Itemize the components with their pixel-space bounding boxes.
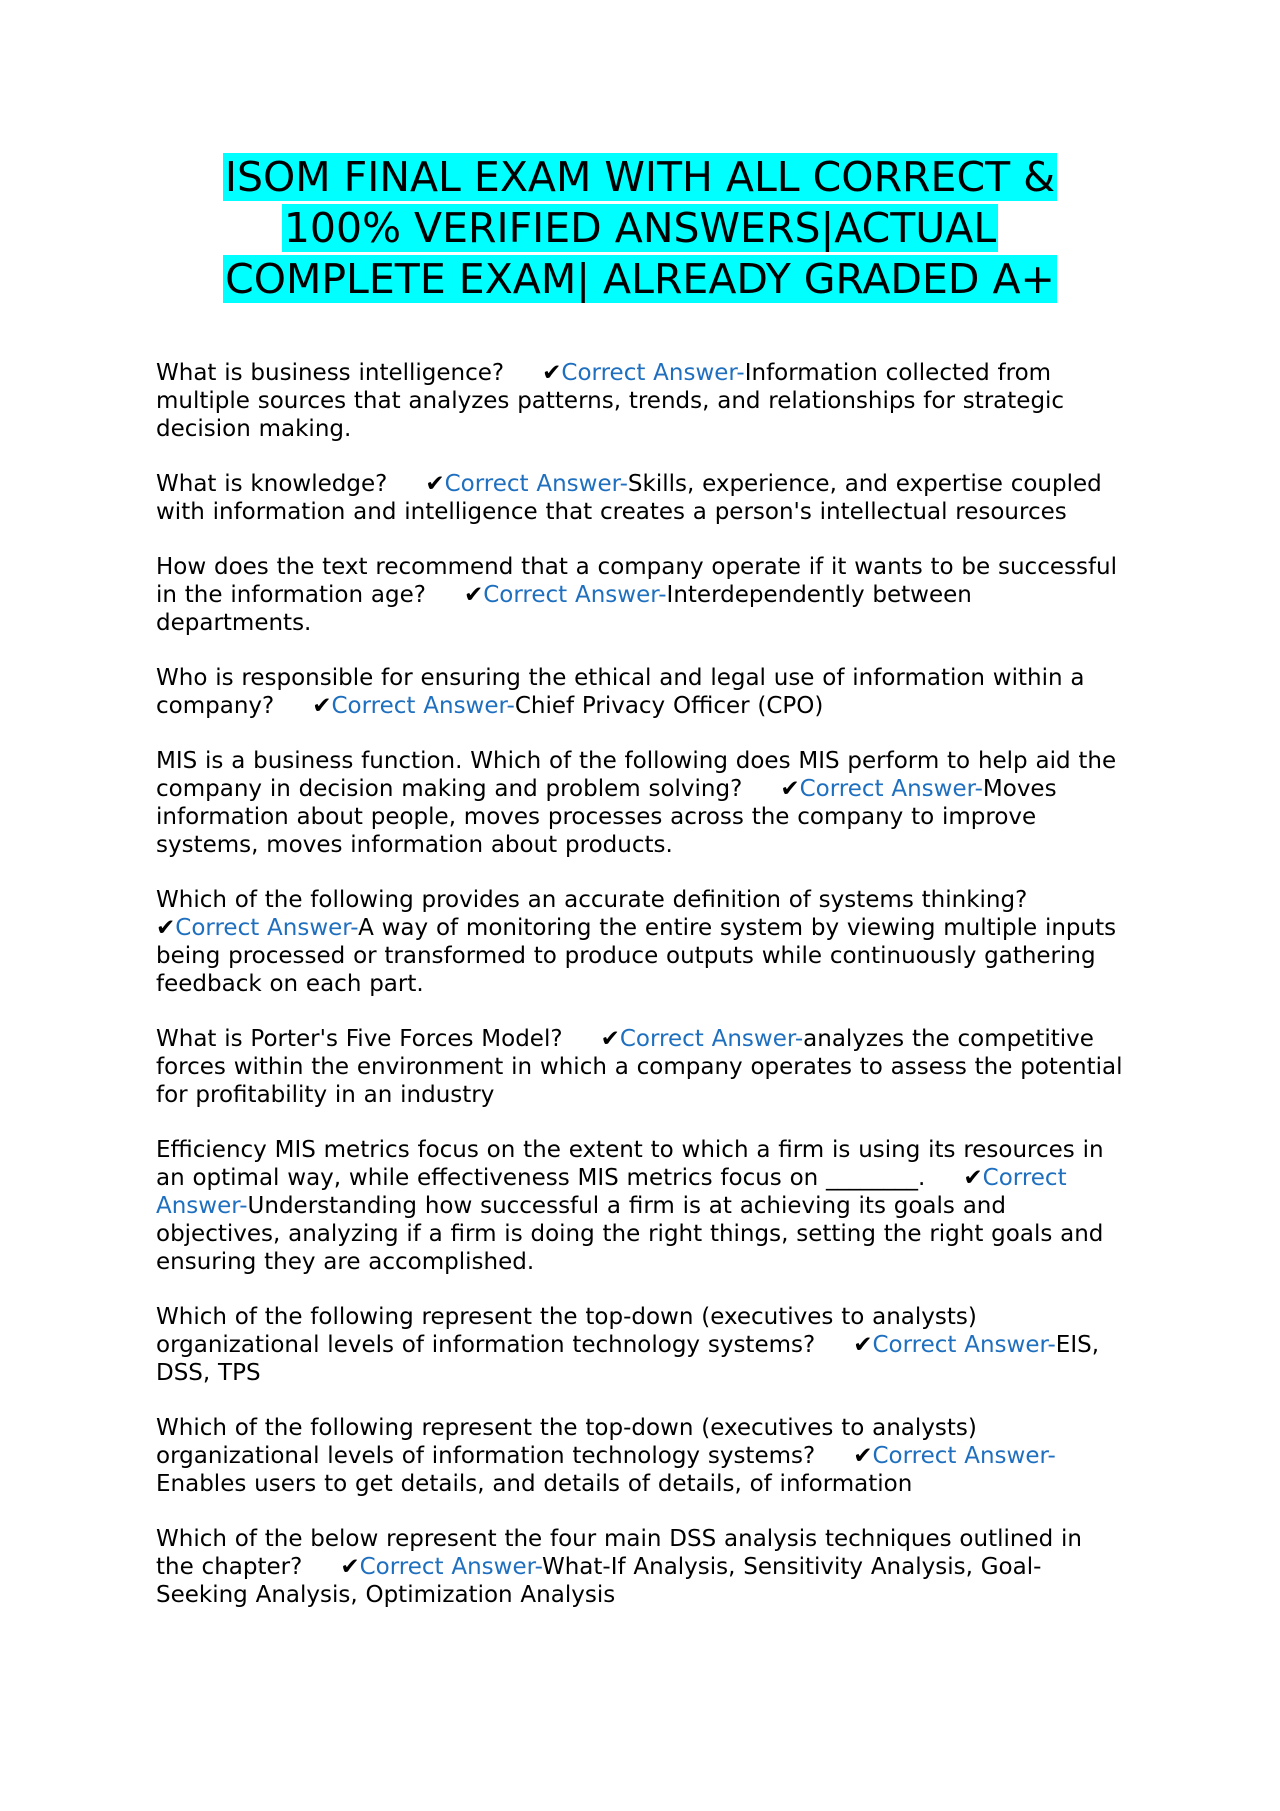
title-line-2: 100% VERIFIED ANSWERS|ACTUAL (283, 204, 997, 252)
question-text: What is knowledge? (156, 471, 388, 497)
checkmark-icon: ✔ (312, 693, 332, 719)
checkmark-icon: ✔ (600, 1026, 620, 1052)
correct-answer-label: Correct Answer- (175, 915, 359, 941)
qa-item (156, 553, 1124, 637)
title-line-1: ISOM FINAL EXAM WITH ALL CORRECT & (224, 153, 1056, 201)
title-line-3: COMPLETE EXAM| ALREADY GRADED A+ (225, 255, 1055, 303)
question-text: Who is responsible for ensuring the ethical and legal use of information within a company? (156, 665, 1085, 719)
correct-answer-label: Correct Answer- (331, 693, 515, 719)
answer-text: EIS, DSS, TPS (156, 1332, 1100, 1386)
correct-answer-label: Correct Answer- (872, 1332, 1056, 1358)
question-text: Which of the below represent the four main DSS analysis techniques outlined in the chapter? (156, 1526, 1082, 1580)
question-text: What is Porter's Five Forces Model? (156, 1026, 563, 1052)
qa-item (156, 470, 1124, 526)
question-text: Which of the following provides an accurate definition of systems thinking? (156, 887, 1028, 913)
checkmark-icon: ✔ (963, 1165, 983, 1191)
qa-item (156, 1525, 1124, 1609)
question-text: How does the text recommend that a company operate if it wants to be successful in the information age? (156, 554, 1118, 608)
answer-text: Skills, experience, and expertise coupled with information and intelligence that creates a person's intellectual resources (156, 471, 1102, 525)
answer-text: Information collected from multiple sources that analyzes patterns, trends, and relationships for strategic decision making. (156, 360, 1065, 442)
question-text: Which of the following represent the top-down (executives to analysts) organizational levels of information technology systems? (156, 1415, 977, 1469)
qa-list (156, 359, 1124, 1609)
answer-text: analyzes the competitive forces within the environment in which a company operates to assess the potential for profitability in an industry (156, 1026, 1123, 1108)
checkmark-icon: ✔ (853, 1443, 873, 1469)
qa-item (156, 886, 1124, 998)
question-text: Which of the following represent the top-down (executives to analysts) organizational levels of information technology systems? (156, 1304, 977, 1358)
correct-answer-label: Correct Answer- (619, 1026, 804, 1052)
checkmark-icon: ✔ (780, 776, 800, 802)
question-text: What is business intelligence? (156, 360, 505, 386)
qa-item (156, 1303, 1124, 1387)
qa-item (156, 747, 1124, 859)
qa-item (156, 1414, 1124, 1498)
question-text: MIS is a business function. Which of the following does MIS perform to help aid the company in decision making and problem solving? (156, 748, 1117, 802)
checkmark-icon: ✔ (340, 1554, 360, 1580)
answer-text: Enables users to get details, and details of details, of information (156, 1471, 913, 1497)
answer-text: Moves information about people, moves processes across the company to improve systems, moves information about products. (156, 776, 1057, 858)
answer-text: What-If Analysis, Sensitivity Analysis, Goal-Seeking Analysis, Optimization Analysis (156, 1554, 1042, 1608)
checkmark-icon: ✔ (853, 1332, 873, 1358)
checkmark-icon: ✔ (463, 582, 484, 608)
question-text: Efficiency MIS metrics focus on the extent to which a firm is using its resources in an optimal way, while effectiveness MIS metrics focus on ________. (156, 1137, 1104, 1191)
answer-text: Interdependently between departments. (156, 582, 972, 636)
qa-item (156, 359, 1124, 443)
correct-answer-label: Correct Answer- (561, 360, 745, 386)
document-title (156, 152, 1124, 305)
checkmark-icon: ✔ (542, 360, 562, 386)
answer-text: A way of monitoring the entire system by viewing multiple inputs being processed or transformed to produce outputs while continuously gathering feedback on each part. (156, 915, 1117, 997)
correct-answer-label: Correct Answer- (872, 1443, 1056, 1469)
qa-item (156, 664, 1124, 720)
correct-answer-label: Correct Answer- (444, 471, 628, 497)
answer-text: Chief Privacy Officer (CPO) (514, 693, 824, 719)
correct-answer-label: Correct Answer- (156, 1165, 1067, 1219)
qa-item (156, 1136, 1124, 1276)
correct-answer-label: Correct Answer- (799, 776, 983, 802)
checkmark-icon: ✔ (425, 471, 445, 497)
correct-answer-label: Correct Answer- (483, 582, 667, 608)
correct-answer-label: Correct Answer- (359, 1554, 542, 1580)
checkmark-icon: ✔ (156, 915, 176, 941)
qa-item (156, 1025, 1124, 1109)
answer-text: Understanding how successful a firm is at achieving its goals and objectives, analyzing if a firm is doing the right things, setting the right goals and ensuring they are accomplished. (156, 1193, 1104, 1275)
